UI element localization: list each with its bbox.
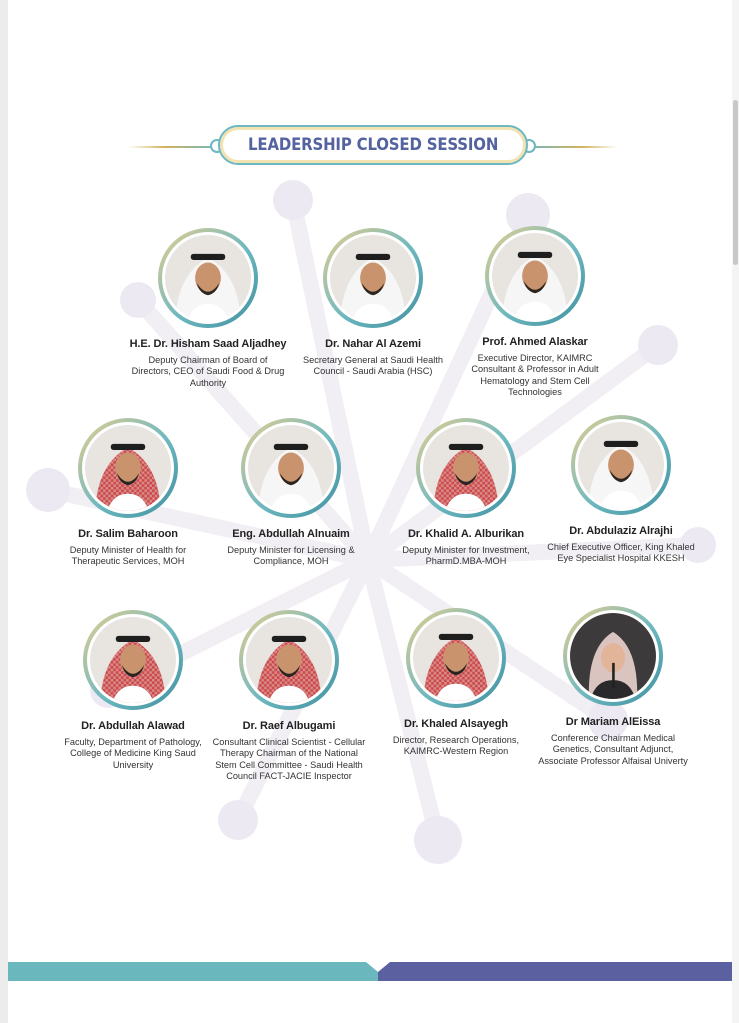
- speaker-name: Dr. Salim Baharoon: [78, 528, 178, 540]
- speaker-card: [541, 415, 701, 565]
- speaker-photo: [423, 425, 509, 511]
- speaker-role: Deputy Minister of Health for Therapeutic Services, MOH: [69, 545, 187, 567]
- speaker-photo: [90, 617, 176, 703]
- banner-line-left: [128, 146, 218, 148]
- speaker-photo-frame: [158, 228, 258, 328]
- speaker-role: Deputy Minister for Licensing & Compliance, MOH: [227, 545, 355, 567]
- speaker-name: Dr. Khalid A. Alburikan: [407, 528, 525, 540]
- footer-notch: [366, 962, 390, 972]
- scrollbar-thumb[interactable]: [733, 100, 738, 265]
- speaker-card: [386, 418, 546, 568]
- footer-bar: [8, 962, 732, 981]
- speaker-role: Faculty, Department of Pathology, College of Medicine King Saud University: [64, 737, 202, 770]
- speaker-photo-frame: [241, 418, 341, 518]
- speaker-photo-frame: [416, 418, 516, 518]
- speaker-card: [455, 226, 615, 399]
- speaker-role: Director, Research Operations, KAIMRC-Western Region: [392, 735, 520, 757]
- speaker-role: Deputy Chairman of Board of Directors, CEO of Saudi Food & Drug Authority: [131, 355, 285, 388]
- speaker-name: Dr. Nahar Al Azemi: [325, 338, 421, 350]
- speaker-card: [209, 610, 369, 783]
- speaker-role: Deputy Minister for Investment, PharmD.MBA-MOH: [402, 545, 530, 567]
- brochure-page: [8, 0, 732, 1023]
- speaker-photo: [570, 613, 656, 699]
- footer-bar-teal: [8, 962, 378, 981]
- speaker-photo: [165, 235, 251, 321]
- speaker-photo-frame: [323, 228, 423, 328]
- speaker-name: Dr. Raef Albugami: [242, 720, 336, 732]
- speaker-card: [376, 608, 536, 758]
- speaker-photo-frame: [485, 226, 585, 326]
- speaker-role: Chief Executive Officer, King Khaled Eye Specialist Hospital KKESH: [547, 542, 695, 564]
- section-banner: [128, 125, 618, 169]
- speaker-name: H.E. Dr. Hisham Saad Aljadhey: [129, 338, 287, 350]
- speaker-card: [211, 418, 371, 568]
- speaker-photo-frame: [239, 610, 339, 710]
- speaker-photo: [248, 425, 334, 511]
- speaker-photo-frame: [78, 418, 178, 518]
- speaker-card: [48, 418, 208, 568]
- vertical-scrollbar[interactable]: [732, 0, 739, 1023]
- banner-pill: [218, 125, 528, 165]
- speaker-photo-frame: [406, 608, 506, 708]
- speaker-card: [128, 228, 288, 389]
- speaker-photo-frame: [571, 415, 671, 515]
- speaker-photo: [85, 425, 171, 511]
- banner-line-right: [528, 146, 618, 148]
- speaker-photo: [492, 233, 578, 319]
- speaker-card: [533, 606, 693, 767]
- speaker-name: Dr. Abdulaziz Alrajhi: [569, 525, 673, 537]
- speaker-name: Dr Mariam AlEissa: [565, 716, 661, 728]
- speaker-name: Eng. Abdullah Alnuaim: [232, 528, 350, 540]
- section-title: LEADERSHIP CLOSED SESSION: [247, 135, 499, 155]
- speaker-card: [293, 228, 453, 378]
- speaker-photo: [578, 422, 664, 508]
- speaker-role: Secretary General at Saudi Health Council - Saudi Arabia (HSC): [303, 355, 443, 377]
- speaker-photo: [330, 235, 416, 321]
- speaker-role: Consultant Clinical Scientist - Cellular Therapy Chairman of the National Stem Cell Committee - Saudi Health Council FACT-JACIE Inspector: [212, 737, 366, 782]
- footer-bar-indigo: [378, 962, 732, 981]
- speaker-name: Dr. Abdullah Alawad: [81, 720, 185, 732]
- speaker-photo: [413, 615, 499, 701]
- speaker-photo-frame: [83, 610, 183, 710]
- speaker-photo-frame: [563, 606, 663, 706]
- speaker-role: Conference Chairman Medical Genetics, Consultant Adjunct, Associate Professor Alfaisal Univerty: [538, 733, 688, 766]
- speaker-role: Executive Director, KAIMRC Consultant & Professor in Adult Hematology and Stem Cell Technologies: [471, 353, 599, 398]
- speaker-name: Dr. Khaled Alsayegh: [403, 718, 509, 730]
- speaker-photo: [246, 617, 332, 703]
- speaker-name: Prof. Ahmed Alaskar: [482, 336, 588, 348]
- speaker-card: [53, 610, 213, 771]
